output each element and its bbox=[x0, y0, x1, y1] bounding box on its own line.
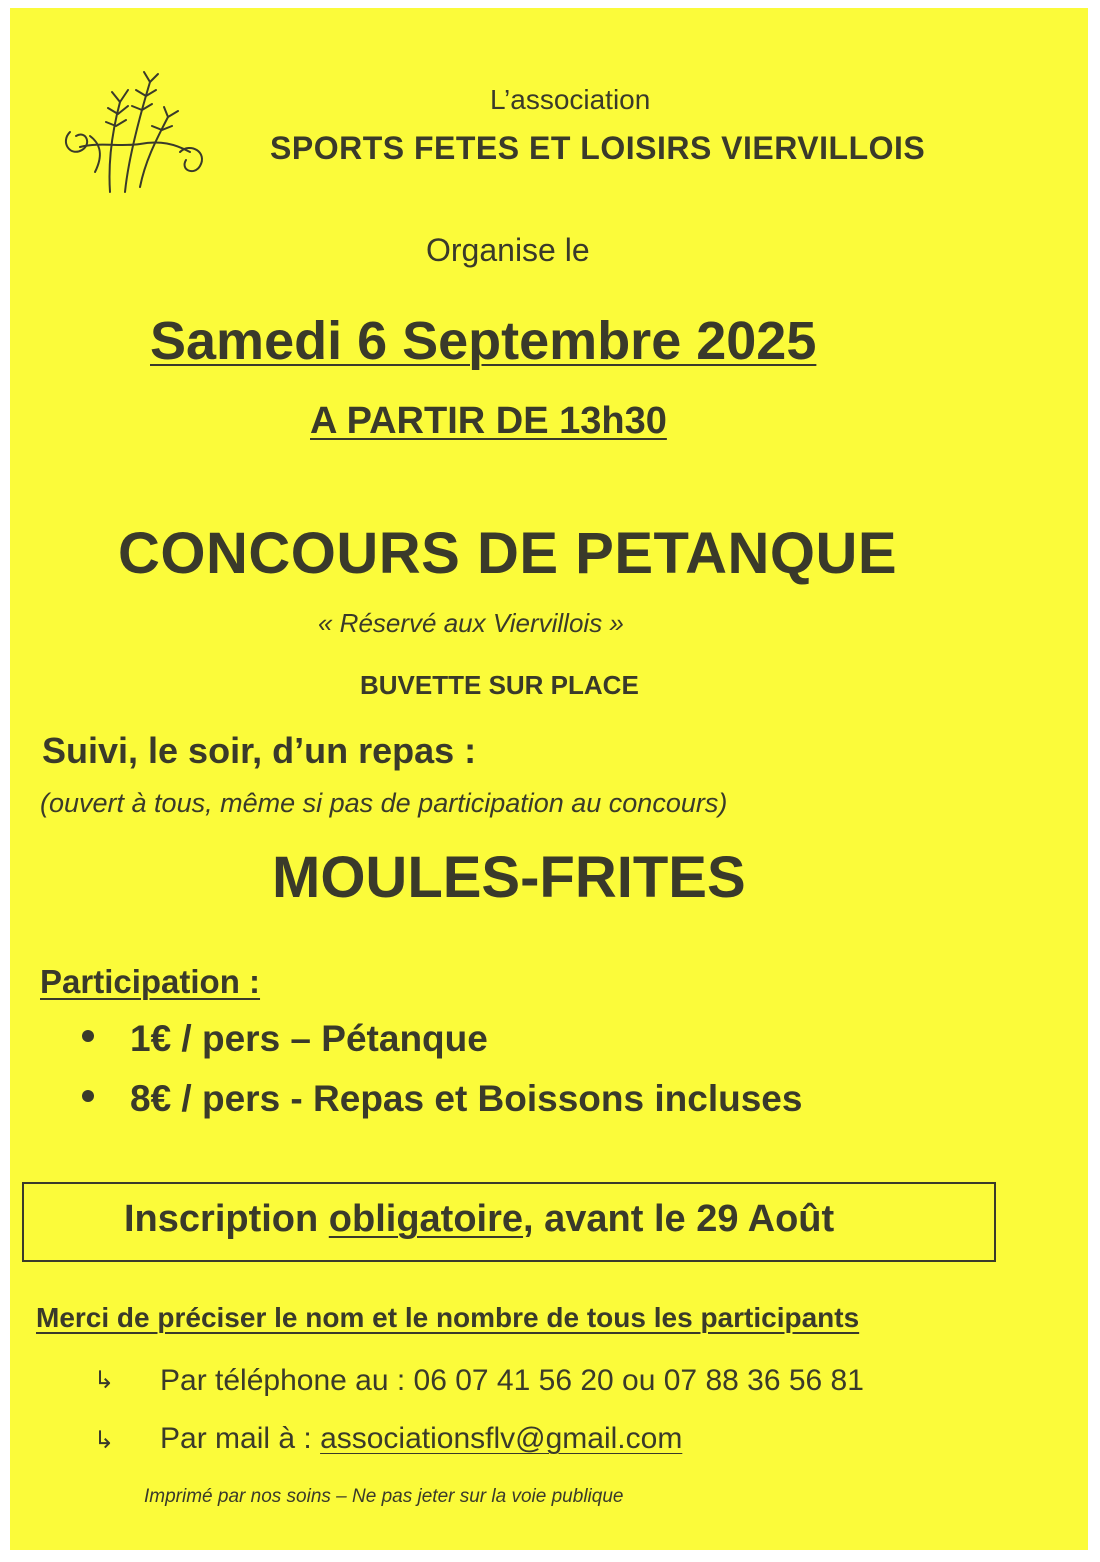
footer-note: Imprimé par nos soins – Ne pas jeter sur la voie publique bbox=[144, 1486, 624, 1507]
arrow-bullet-icon: ↳ bbox=[94, 1427, 115, 1454]
association-name: SPORTS FETES ET LOISIRS VIERVILLOIS bbox=[270, 130, 926, 166]
meal-name: MOULES-FRITES bbox=[272, 845, 746, 910]
round-bullet-icon bbox=[82, 1090, 94, 1102]
phone-line: Par téléphone au : 06 07 41 56 20 ou 07 88 36 56 81 bbox=[160, 1364, 864, 1397]
inscription-prefix: Inscription bbox=[124, 1198, 329, 1240]
association-label: L’association bbox=[490, 84, 651, 115]
inscription-box bbox=[22, 1182, 996, 1262]
inscription-emphasis: obligatoire bbox=[328, 1198, 524, 1240]
contact-heading: Merci de préciser le nom et le nombre de tous les participants bbox=[36, 1302, 860, 1333]
arrow-bullet-icon: ↳ bbox=[94, 1367, 115, 1394]
mail-label: Par mail à : bbox=[160, 1422, 321, 1455]
meal-intro: Suivi, le soir, d’un repas : bbox=[42, 730, 477, 771]
mail-line bbox=[160, 1422, 682, 1456]
inscription-suffix: , avant le 29 Août bbox=[523, 1198, 835, 1240]
participation-item: 1€ / pers – Pétanque bbox=[130, 1018, 488, 1059]
flyer-page bbox=[10, 8, 1088, 1550]
reserved-note: « Réservé aux Viervillois » bbox=[318, 608, 624, 638]
buvette-note: BUVETTE SUR PLACE bbox=[360, 670, 639, 700]
wheat-sprig-logo bbox=[50, 52, 210, 202]
mail-link[interactable]: associationsflv@gmail.com bbox=[320, 1422, 683, 1455]
participation-heading: Participation : bbox=[40, 963, 261, 1000]
inscription-text bbox=[124, 1198, 834, 1241]
event-title: CONCOURS DE PETANQUE bbox=[118, 521, 898, 586]
round-bullet-icon bbox=[82, 1030, 94, 1042]
intro-text: Organise le bbox=[426, 232, 590, 268]
participation-item: 8€ / pers - Repas et Boissons incluses bbox=[130, 1078, 803, 1119]
meal-note: (ouvert à tous, même si pas de participation au concours) bbox=[40, 788, 728, 818]
event-date: Samedi 6 Septembre 2025 bbox=[150, 311, 817, 371]
event-time: A PARTIR DE 13h30 bbox=[310, 400, 667, 442]
